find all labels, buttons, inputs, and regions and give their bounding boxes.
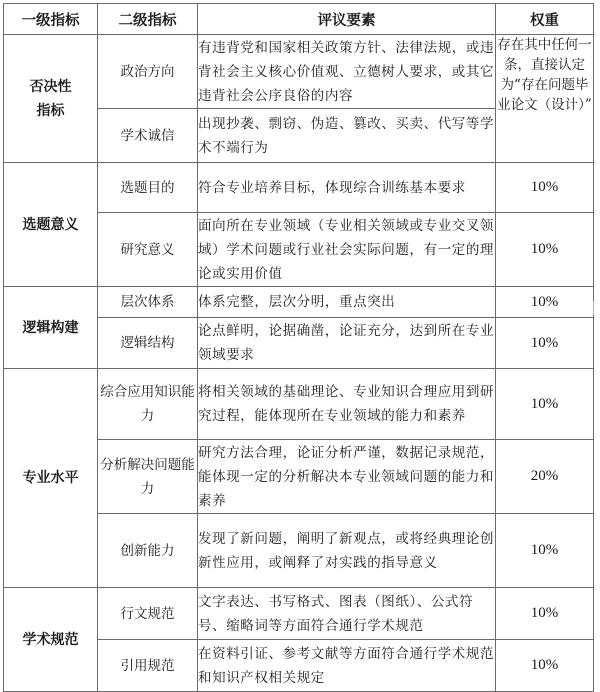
table-row [4,35,594,109]
evaluation-rubric-table [3,3,594,692]
level2-cell: 研究意义 [98,213,198,287]
weight-cell: 10% [496,588,594,640]
table-row [4,369,594,440]
level2-cell: 政治方向 [98,35,198,109]
level2-cell: 行文规范 [98,588,198,640]
weight-cell: 10% [496,163,594,213]
header-weight: 权重 [496,4,594,35]
criteria-cell: 有违背党和国家相关政策方针、法律法规，或违背社会主义核心价值观、立德树人要求，或其它违背社会公序良俗的内容 [198,35,496,109]
level1-veto: 否决性 指标 [4,35,98,163]
level2-cell: 学术诚信 [98,109,198,163]
level2-cell: 层次体系 [98,287,198,318]
page-edge-mark [593,301,598,315]
criteria-cell: 面向所在专业领域（专业相关领域或专业交叉领域）学术问题或行业社会实际问题，有一定的理论或实用价值 [198,213,496,287]
weight-cell: 10% [496,213,594,287]
criteria-cell: 出现抄袭、剽窃、伪造、篡改、买卖、代写等学术不端行为 [198,109,496,163]
weight-cell: 10% [496,640,594,692]
level1-topic-significance: 选题意义 [4,163,98,287]
criteria-cell: 符合专业培养目标，体现综合训练基本要求 [198,163,496,213]
level2-cell: 引用规范 [98,640,198,692]
criteria-cell: 在资料引证、参考文献等方面符合通行学术规范和知识产权相关规定 [198,640,496,692]
criteria-cell: 体系完整，层次分明，重点突出 [198,287,496,318]
criteria-cell: 文字表达、书写格式、图表（图纸）、公式符号、缩略词等方面符合通行学术规范 [198,588,496,640]
table-row [4,287,594,318]
criteria-cell: 发现了新问题，阐明了新观点，或将经典理论创新性应用，或阐释了对实践的指导意义 [198,514,496,588]
weight-cell: 10% [496,318,594,369]
header-criteria: 评议要素 [198,4,496,35]
level2-cell: 综合应用知识能力 [98,369,198,440]
header-level2: 二级指标 [98,4,198,35]
veto-weight-note: 存在其中任何一条，直接认定为“存在问题毕业论文（设计）” [496,35,594,163]
level2-cell: 选题目的 [98,163,198,213]
criteria-cell: 将相关领域的基础理论、专业知识合理应用到研究过程，能体现所在专业领域的能力和素养 [198,369,496,440]
header-row [4,4,594,35]
level1-logic-construction: 逻辑构建 [4,287,98,369]
weight-cell: 10% [496,514,594,588]
criteria-cell: 论点鲜明，论据确凿，论证充分，达到所在专业领域要求 [198,318,496,369]
level1-professional-level: 专业水平 [4,369,98,588]
table-row [4,163,594,213]
level2-cell: 逻辑结构 [98,318,198,369]
table-row [4,588,594,640]
criteria-cell: 研究方法合理，论证分析严谨，数据记录规范，能体现一定的分析解决本专业领域问题的能力和素养 [198,440,496,514]
weight-cell: 20% [496,440,594,514]
level2-cell: 创新能力 [98,514,198,588]
weight-cell: 10% [496,287,594,318]
level2-cell: 分析解决问题能力 [98,440,198,514]
weight-cell: 10% [496,369,594,440]
level1-academic-norms: 学术规范 [4,588,98,692]
header-level1: 一级指标 [4,4,98,35]
